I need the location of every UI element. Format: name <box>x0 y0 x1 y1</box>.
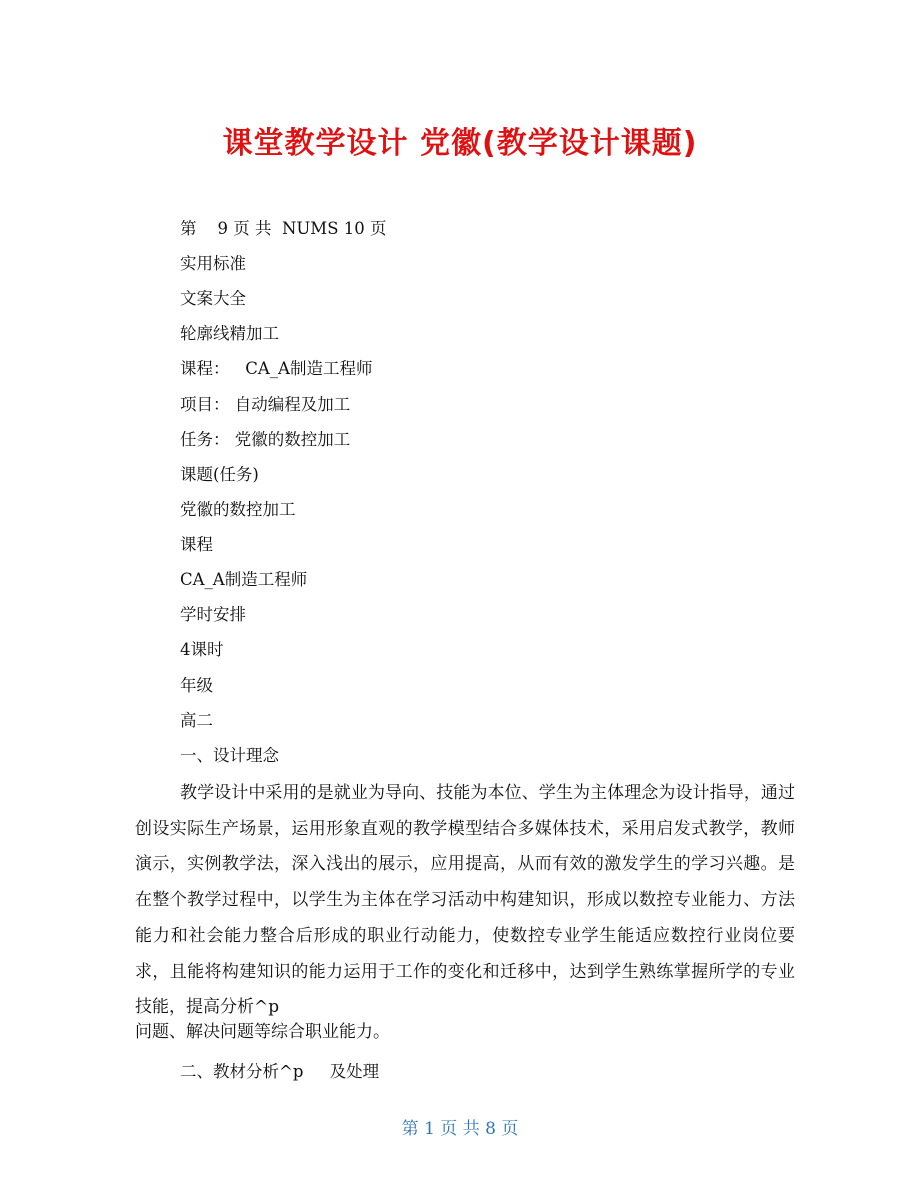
info-line-topic-label: 课题(任务) <box>180 465 259 484</box>
info-line-project: 项目： 自动编程及加工 <box>180 395 351 414</box>
info-line-course-value: CA_A制造工程师 <box>180 570 308 589</box>
section-1-heading: 一、设计理念 <box>180 746 279 765</box>
info-line-contour: 轮廓线精加工 <box>180 324 279 343</box>
page-count-line: 第 9 页 共 NUMS 10 页 <box>180 219 387 238</box>
design-concept-paragraph: 教学设计中采用的是就业为导向、技能为本位、学生为主体理念为设计指导，通过创设实际生产场景，运用形象直观的教学模型结合多媒体技术，采用启发式教学，教师演示，实例教学法，深入浅出的展示，应用提高，从而有效的激发学生的学习兴趣。是在整个教学过程中，以学生为主体在学习活动中构建知识，形成以数控专业能力、方法能力和社会能力整合后形成的职业行动能力，使数控专业学生能适应数控行业岗位要求，且能将构建知识的能力运用于工作的变化和迁移中，达到学生熟练掌握所学的专业技能，提高分析^p <box>135 783 795 1018</box>
info-line-hours-value: 4课时 <box>180 640 224 659</box>
info-line-standard: 实用标准 <box>180 254 246 273</box>
section-2-heading: 二、教材分析^p 及处理 <box>180 1062 380 1081</box>
info-line-grade-label: 年级 <box>180 676 213 695</box>
page-footer: 第 1 页 共 8 页 <box>401 1119 519 1139</box>
document-title: 课堂教学设计 党徽(教学设计课题) <box>222 126 698 161</box>
info-line-collection: 文案大全 <box>180 289 246 308</box>
info-line-course: 课程： CA_A制造工程师 <box>180 359 373 378</box>
info-line-hours-label: 学时安排 <box>180 605 246 624</box>
info-line-grade-value: 高二 <box>180 711 213 730</box>
design-concept-paragraph-tail: 问题、解决问题等综合职业能力。 <box>135 1022 390 1042</box>
info-line-task: 任务： 党徽的数控加工 <box>180 430 351 449</box>
info-line-course-label: 课程 <box>180 535 213 554</box>
info-line-topic-value: 党徽的数控加工 <box>180 500 296 519</box>
